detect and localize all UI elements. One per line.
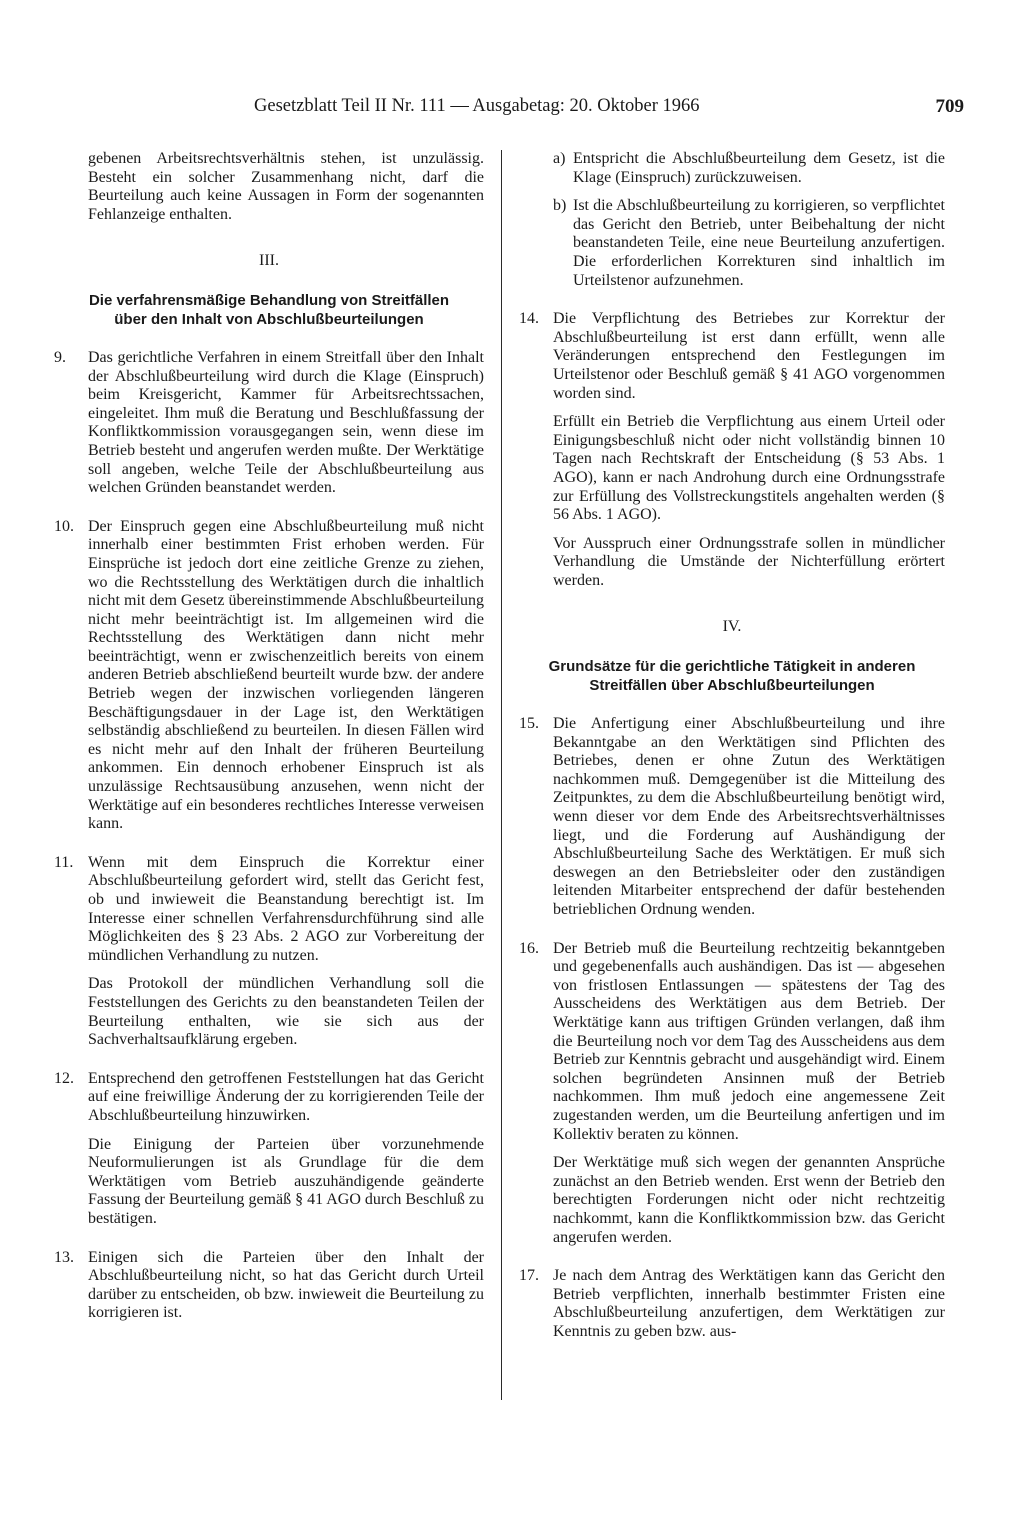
paragraph-text-continued: Der Werktätige muß sich wegen der genannten Ansprüche zunächst an den Betrieb wenden. Erst wenn der Betrieb den berechtigten Forderungen nicht oder nicht rechtzeitig nachkommt, kann die Konfliktkommission bzw. das Gericht angerufen werden.: [553, 1154, 945, 1246]
paragraph-number: 15.: [519, 715, 539, 733]
paragraph-text: Der Betrieb muß die Beurteilung rechtzeitig bekanntgeben und gegebenenfalls auch aushändigen. Das ist — abgesehen von fristlosen Entlassungen — spätestens der Tag des Ausscheidens des Werktätigen aus dem Betrieb. Der Werktätige kann aus triftigen Gründen verlangen, daß ihm die Beurteilung noch vor dem Tag des Ausscheidens aus dem Betrieb zur Kenntnis gebracht und ausgehändigt wird. Einem solchen begründeten Ansinnen muß der Betrieb nachkommen. Ihm muß jedoch eine angemessene Zeit zugestanden werden, um die Beurteilung anfertigen und im Kollektiv beraten zu können.: [553, 939, 945, 1143]
column-divider: [501, 150, 502, 1400]
subparagraph-list: [519, 150, 945, 290]
paragraph-text: Wenn mit dem Einspruch die Korrektur einer Abschlußbeurteilung gefordert wird, stellt das Gericht fest, ob und inwieweit die Beanstandung berechtigt ist. Im Interesse einer schnellen Verfahrensdurchführung sind alle Möglichkeiten des § 23 Abs. 2 AGO zur Vorbereitung der mündlichen Verhandlung zu nutzen.: [88, 853, 484, 964]
paragraph-text-continued: Das Protokoll der mündlichen Verhandlung soll die Feststellungen des Gerichts zu den beanstandeten Teilen der Beurteilung enthalten, wie sie sich aus der Sachverhaltsaufklärung ergeben.: [88, 975, 484, 1049]
paragraph-16: [519, 940, 945, 1248]
section-iv-numeral: IV.: [722, 618, 742, 636]
paragraph-number: 12.: [54, 1069, 74, 1087]
left-column: [54, 150, 484, 1323]
paragraph-11: [54, 854, 484, 1050]
paragraph-text: Die Verpflichtung des Betriebes zur Korrektur der Abschlußbeurteilung ist erst dann erfüllt, wenn alle Veränderungen entsprechend den Festlegungen im Urteilstenor oder Beschluß gemäß § 41 AGO vorgenommen worden sind.: [553, 310, 945, 402]
paragraph-text: Entsprechend den getroffenen Feststellungen hat das Gericht auf eine freiwillige Änderung der zu korrigierenden Teile der Abschlußbeurteilung hinzuwirken.: [88, 1069, 484, 1124]
section-iii-numeral: III.: [259, 252, 279, 270]
intro-paragraph: gebenen Arbeitsrechtsverhältnis stehen, ist unzulässig. Besteht ein solcher Zusammenhang nicht, darf die Beurteilung auch keine Aussagen in Form der sogenannten Fehlanzeige enthalten.: [88, 150, 484, 223]
paragraph-number: 16.: [519, 939, 539, 957]
paragraph-text-continued: Erfüllt ein Betrieb die Verpflichtung aus einem Urteil oder Einigungsbeschluß nicht oder nicht vollständig binnen 10 Tagen nach Rechtskraft der Entscheidung (§ 53 Abs. 1 AGO), kann er nach Androhung durch eine Ordnungsstrafe zur Erfüllung des Vollstreckungstitels angehalten werden (§ 56 Abs. 1 AGO).: [553, 413, 945, 524]
paragraph-17: [519, 1267, 945, 1341]
paragraph-text: Der Einspruch gegen eine Abschlußbeurteilung muß nicht innerhalb einer bestimmten Frist erhoben werden. Für Einsprüche ist jedoch dort eine zeitliche Grenze zu ziehen, wo die Rechtsstellung des Werktätigen durch die inhaltlich nicht mit dem Gesetz übereinstimmende Abschlußbeurteilung nicht mehr beeinträchtigt ist. Im allgemeinen wird die Rechtsstellung des Werktätigen dann nicht mehr beeinträchtigt, wenn er zwischenzeitlich bereits von einem anderen Betrieb abschließend beurteilt wurde bzw. der andere Betrieb wegen der inzwischen vorliegenden längeren Beschäftigungsdauer in der Lage ist, den Werktätigen selbständig abschließend zu beurteilen. In diesen Fällen wird es nicht mehr auf den Inhalt der früheren Beurteilung ankommen. Ein dennoch erhobener Einspruch ist als unzulässige Rechtsausübung anzusehen, wenn nicht der Werktätige auf ein besonderes rechtliches Interesse verweisen kann.: [88, 517, 484, 833]
header-title: Gesetzblatt Teil II Nr. 111 — Ausgabetag: 20. Oktober 1966: [254, 96, 700, 116]
subparagraph-label: a): [553, 150, 566, 167]
paragraph-text: Einigen sich die Parteien über den Inhalt der Abschlußbeurteilung nicht, so hat das Gericht durch Urteil darüber zu entscheiden, ob bzw. inwieweit die Beurteilung zu korrigieren ist.: [88, 1248, 484, 1322]
subparagraph-text: Ist die Abschlußbeurteilung zu korrigieren, so verpflichtet das Gericht den Betrieb, unter Beibehaltung der nicht beanstandeten Teile, eine neue Beurteilung anzufertigen. Die erforderlichen Korrekturen sind inhaltlich im Urteilstenor aufzunehmen.: [573, 197, 945, 289]
paragraph-13: [54, 1249, 484, 1323]
paragraph-9: [54, 349, 484, 498]
paragraph-15: [519, 715, 945, 920]
section-iv-title-line-2: Streitfällen über Abschlußbeurteilungen: [589, 677, 875, 695]
section-iii-title-line-1: Die verfahrensmäßige Behandlung von Streitfällen: [88, 291, 450, 309]
subparagraph-text: Entspricht die Abschlußbeurteilung dem Gesetz, ist die Klage (Einspruch) zurückzuweisen.: [573, 150, 945, 186]
right-column: [519, 150, 945, 1341]
section-iii-title-line-2: über den Inhalt von Abschlußbeurteilungen: [114, 310, 424, 328]
page-number: 709: [935, 96, 964, 117]
page-header: [254, 96, 964, 126]
paragraph-10: [54, 518, 484, 834]
paragraph-number: 10.: [54, 517, 74, 535]
paragraph-14: [519, 310, 945, 590]
paragraph-12: [54, 1070, 484, 1229]
paragraph-text-continued: Die Einigung der Parteien über vorzunehmende Neuformulierungen ist als Grundlage für die dem Werktätigen vom Betrieb auszuhändigende geänderte Fassung der Beurteilung gemäß § 41 AGO durch Beschluß zu bestätigen.: [88, 1135, 484, 1227]
paragraph-number: 13.: [54, 1248, 74, 1266]
section-iv-title-line-1: Grundsätze für die gerichtliche Tätigkeit in anderen: [548, 658, 916, 676]
subparagraph-b: [553, 197, 945, 290]
paragraph-number: 14.: [519, 310, 539, 328]
paragraph-text: Je nach dem Antrag des Werktätigen kann das Gericht den Betrieb verpflichten, innerhalb bestimmter Fristen eine Abschlußbeurteilung anzufertigen, dem Werktätigen zur Kenntnis zu geben bzw. aus-: [553, 1267, 945, 1340]
paragraph-number: 17.: [519, 1267, 539, 1285]
paragraph-text: Das gerichtliche Verfahren in einem Streitfall über den Inhalt der Abschlußbeurteilung wird durch die Klage (Einspruch) beim Kreisgericht, Kammer für Arbeitsrechtssachen, eingeleitet. Ihm muß die Beratung und Beschlußfassung der Konfliktkommission vorausgegangen sein, wenn diese im Betrieb besteht und angerufen werden mußte. Der Werktätige soll angeben, welche Teile der Abschlußbeurteilung aus welchen Gründen beanstandet werden.: [88, 348, 484, 497]
paragraph-number: 9.: [54, 348, 66, 366]
subparagraph-a: [553, 150, 945, 187]
paragraph-number: 11.: [54, 853, 74, 871]
paragraph-text: Die Anfertigung einer Abschlußbeurteilung und ihre Bekanntgabe an den Werktätigen sind Pflichten des Betriebes, denen er ohne Zutun des Werktätigen nachkommen muß. Demgegenüber ist die Mitteilung des Zeitpunktes, zu dem die Abschlußbeurteilung benötigt wird, wenn dieser vor dem Ende des Arbeitsrechtsverhältnisses liegt, und die Forderung auf Aushändigung der Abschlußbeurteilung Sache des Werktätigen. Er muß sich deswegen an den Betriebsleiter oder den zuständigen leitenden Mitarbeiter entsprechend der dafür bestehenden betrieblichen Ordnung wenden.: [553, 715, 945, 918]
paragraph-text-continued-2: Vor Ausspruch einer Ordnungsstrafe sollen in mündlicher Verhandlung die Umstände der Nichterfüllung erörtert werden.: [553, 534, 945, 589]
subparagraph-label: b): [553, 197, 567, 215]
